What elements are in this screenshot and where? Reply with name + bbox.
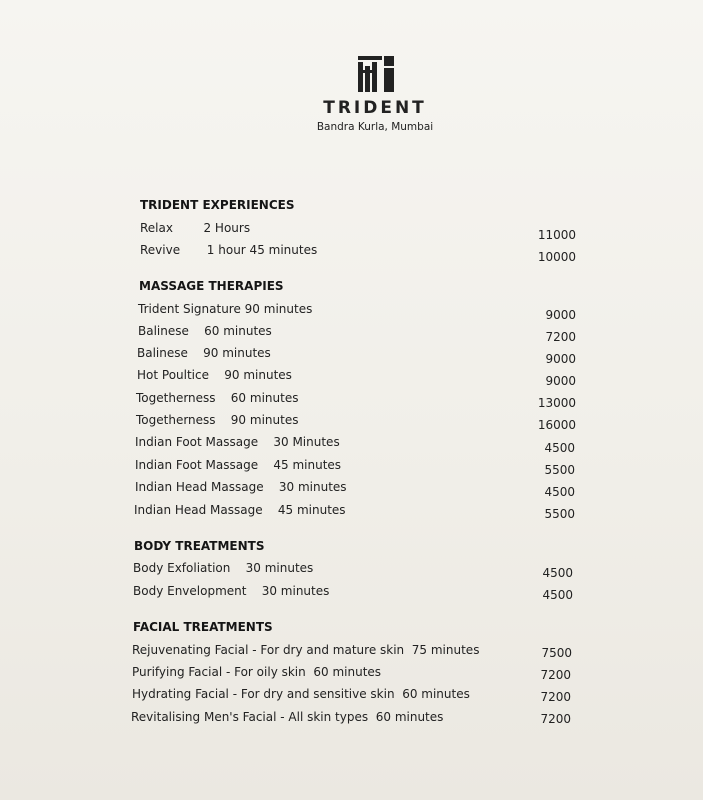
menu-item-price: 5500 bbox=[544, 507, 575, 521]
menu-item: Togetherness 60 minutes bbox=[136, 391, 299, 405]
menu-item: Togetherness 90 minutes bbox=[136, 413, 299, 427]
menu-item-price: 4500 bbox=[544, 441, 575, 455]
menu-item: Indian Head Massage 45 minutes bbox=[134, 503, 346, 517]
menu-item: Indian Foot Massage 45 minutes bbox=[135, 458, 342, 472]
menu-item: Purifying Facial - For oily skin 60 minutes bbox=[132, 665, 382, 679]
menu-item-price: 9000 bbox=[545, 352, 576, 366]
menu-item-price: 7200 bbox=[540, 668, 571, 682]
menu-item-price: 13000 bbox=[537, 396, 576, 410]
menu-item-price: 7200 bbox=[540, 712, 571, 726]
section-title-body-treatments: BODY TREATMENTS bbox=[134, 539, 265, 553]
menu-item: Revive 1 hour 45 minutes bbox=[140, 243, 318, 257]
menu-item-price: 11000 bbox=[537, 228, 576, 242]
menu-item-price: 7200 bbox=[545, 330, 576, 344]
menu-item: Rejuvenating Facial - For dry and mature skin 75 minutes bbox=[132, 643, 480, 657]
menu-item-price: 7200 bbox=[540, 690, 571, 704]
brand-location: Bandra Kurla, Mumbai bbox=[316, 121, 434, 133]
section-title-trident-experiences: TRIDENT EXPERIENCES bbox=[140, 198, 295, 212]
menu-item-price: 7500 bbox=[541, 646, 572, 660]
menu-item-price: 4500 bbox=[542, 566, 573, 580]
trident-logo-icon bbox=[358, 56, 394, 92]
menu-item: Body Envelopment 30 minutes bbox=[133, 584, 330, 598]
menu-item: Body Exfoliation 30 minutes bbox=[133, 561, 314, 575]
menu-item: Balinese 90 minutes bbox=[137, 346, 271, 360]
menu-item-price: 16000 bbox=[537, 418, 576, 432]
menu-item-price: 5500 bbox=[544, 463, 575, 477]
section-title-facial-treatments: FACIAL TREATMENTS bbox=[133, 620, 273, 634]
menu-item-price: 4500 bbox=[542, 588, 573, 602]
menu-item: Revitalising Men's Facial - All skin types 60 minutes bbox=[131, 710, 444, 724]
menu-item: Hot Poultice 90 minutes bbox=[137, 368, 292, 382]
menu-item-price: 9000 bbox=[545, 374, 576, 388]
menu-item: Hydrating Facial - For dry and sensitive skin 60 minutes bbox=[132, 687, 470, 701]
menu-item-price: 9000 bbox=[545, 308, 576, 322]
menu-item-price: 10000 bbox=[537, 250, 576, 264]
menu-item: Indian Foot Massage 30 Minutes bbox=[135, 435, 340, 449]
menu-item: Indian Head Massage 30 minutes bbox=[135, 480, 347, 494]
menu-item: Balinese 60 minutes bbox=[138, 324, 272, 338]
menu-item: Relax 2 Hours bbox=[140, 221, 251, 235]
menu-item-price: 4500 bbox=[544, 485, 575, 499]
section-title-massage-therapies: MASSAGE THERAPIES bbox=[139, 279, 284, 293]
menu-item: Trident Signature 90 minutes bbox=[138, 302, 313, 316]
brand-name: TRIDENT bbox=[323, 98, 427, 118]
